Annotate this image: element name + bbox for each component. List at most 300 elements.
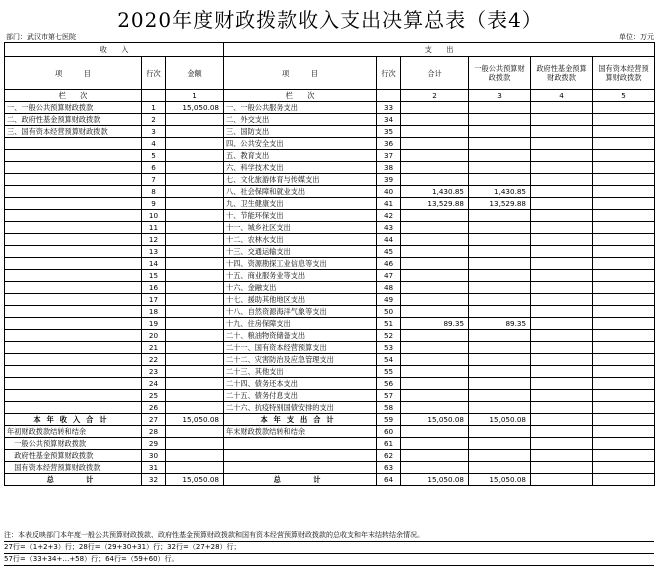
expense-state xyxy=(593,222,655,234)
expense-total xyxy=(401,450,469,462)
expense-fund xyxy=(531,402,593,414)
general-budget-header: 一般公共预算财政拨款 xyxy=(469,57,531,90)
income-line: 26 xyxy=(142,402,166,414)
income-line: 6 xyxy=(142,162,166,174)
expense-line: 43 xyxy=(377,222,401,234)
expense-item: 本年支出合计 xyxy=(224,414,377,426)
expense-total: 15,050.08 xyxy=(401,414,469,426)
income-item xyxy=(5,366,142,378)
expense-fund xyxy=(531,126,593,138)
expense-item: 总 计 xyxy=(224,474,377,486)
expense-total xyxy=(401,138,469,150)
income-line: 32 xyxy=(142,474,166,486)
income-item: 本年收入合计 xyxy=(5,414,142,426)
expense-item xyxy=(224,438,377,450)
income-line: 19 xyxy=(142,318,166,330)
expense-total xyxy=(401,150,469,162)
expense-item: 六、科学技术支出 xyxy=(224,162,377,174)
income-amount xyxy=(166,378,224,390)
table-row xyxy=(5,366,655,378)
income-amount xyxy=(166,342,224,354)
income-item xyxy=(5,306,142,318)
expense-item: 一、一般公共服务支出 xyxy=(224,102,377,114)
income-amount xyxy=(166,330,224,342)
expense-state xyxy=(593,450,655,462)
income-item: 一般公共预算财政拨款 xyxy=(5,438,142,450)
income-item xyxy=(5,210,142,222)
expense-fund xyxy=(531,150,593,162)
expense-general xyxy=(469,306,531,318)
expense-state xyxy=(593,306,655,318)
expense-total xyxy=(401,114,469,126)
expense-general xyxy=(469,210,531,222)
income-amount xyxy=(166,390,224,402)
expense-general: 15,050.08 xyxy=(469,414,531,426)
expense-general xyxy=(469,246,531,258)
expense-line: 37 xyxy=(377,150,401,162)
expense-item xyxy=(224,462,377,474)
expense-fund xyxy=(531,390,593,402)
income-item: 总 计 xyxy=(5,474,142,486)
income-line: 31 xyxy=(142,462,166,474)
expense-state xyxy=(593,210,655,222)
expense-line: 57 xyxy=(377,390,401,402)
income-item xyxy=(5,402,142,414)
expense-general xyxy=(469,438,531,450)
expense-fund xyxy=(531,306,593,318)
table-row xyxy=(5,174,655,186)
income-line-header: 行次 xyxy=(142,57,166,90)
income-line: 1 xyxy=(142,102,166,114)
income-item xyxy=(5,198,142,210)
expense-line: 34 xyxy=(377,114,401,126)
income-item xyxy=(5,258,142,270)
column-number: 3 xyxy=(469,90,531,102)
expense-state xyxy=(593,366,655,378)
expense-state xyxy=(593,390,655,402)
expense-total: 89.35 xyxy=(401,318,469,330)
income-item xyxy=(5,234,142,246)
expense-general xyxy=(469,462,531,474)
income-line: 20 xyxy=(142,330,166,342)
expense-state xyxy=(593,474,655,486)
income-amount xyxy=(166,294,224,306)
income-item xyxy=(5,378,142,390)
expense-total: 15,050.08 xyxy=(401,474,469,486)
page-title: 2020年度财政拨款收入支出决算总表（表4） xyxy=(117,8,543,32)
expense-total xyxy=(401,174,469,186)
expense-total xyxy=(401,258,469,270)
note-line: 注：本表反映部门本年度一般公共预算财政拨款、政府性基金预算财政拨款和国有资本经营预算财政拨款的总收支和年末结转结余情况。 xyxy=(4,530,654,542)
income-line: 17 xyxy=(142,294,166,306)
table-row xyxy=(5,186,655,198)
expense-line: 40 xyxy=(377,186,401,198)
expense-line: 41 xyxy=(377,198,401,210)
expense-line: 48 xyxy=(377,282,401,294)
expense-general xyxy=(469,450,531,462)
expense-fund xyxy=(531,186,593,198)
expense-total xyxy=(401,366,469,378)
expense-item: 十三、交通运输支出 xyxy=(224,246,377,258)
expense-general xyxy=(469,114,531,126)
expense-line: 39 xyxy=(377,174,401,186)
expense-state xyxy=(593,426,655,438)
expense-general: 15,050.08 xyxy=(469,474,531,486)
income-amount xyxy=(166,318,224,330)
income-item xyxy=(5,294,142,306)
income-amount xyxy=(166,234,224,246)
expense-line: 52 xyxy=(377,330,401,342)
table-row xyxy=(5,138,655,150)
column-label: 栏 次 xyxy=(5,90,142,102)
expense-item xyxy=(224,450,377,462)
expense-item: 二十四、债务还本支出 xyxy=(224,378,377,390)
column-number: 1 xyxy=(166,90,224,102)
income-line: 25 xyxy=(142,390,166,402)
expense-total xyxy=(401,354,469,366)
expense-line: 64 xyxy=(377,474,401,486)
income-line: 24 xyxy=(142,378,166,390)
expense-total xyxy=(401,126,469,138)
expense-item: 十六、金融支出 xyxy=(224,282,377,294)
table-row xyxy=(5,390,655,402)
expense-state xyxy=(593,258,655,270)
income-amount: 15,050.08 xyxy=(166,474,224,486)
expense-fund xyxy=(531,138,593,150)
income-amount: 15,050.08 xyxy=(166,414,224,426)
income-line: 8 xyxy=(142,186,166,198)
income-line: 15 xyxy=(142,270,166,282)
expense-general xyxy=(469,126,531,138)
income-item xyxy=(5,162,142,174)
expense-item: 二十六、抗疫特别国债安排的支出 xyxy=(224,402,377,414)
income-item: 年初财政拨款结转和结余 xyxy=(5,426,142,438)
expense-state xyxy=(593,162,655,174)
income-line: 7 xyxy=(142,174,166,186)
table-row xyxy=(5,222,655,234)
expense-general xyxy=(469,222,531,234)
expense-state xyxy=(593,318,655,330)
income-amount xyxy=(166,186,224,198)
income-line: 5 xyxy=(142,150,166,162)
table-row xyxy=(5,114,655,126)
income-line: 23 xyxy=(142,366,166,378)
expense-item: 十九、住房保障支出 xyxy=(224,318,377,330)
expense-fund xyxy=(531,474,593,486)
income-line: 14 xyxy=(142,258,166,270)
expense-item: 七、文化旅游体育与传媒支出 xyxy=(224,174,377,186)
expense-general xyxy=(469,258,531,270)
table-row xyxy=(5,414,655,426)
table-row xyxy=(5,306,655,318)
income-item xyxy=(5,150,142,162)
expense-fund xyxy=(531,378,593,390)
expense-item: 十四、资源勘探工业信息等支出 xyxy=(224,258,377,270)
column-number: 2 xyxy=(401,90,469,102)
expense-item: 二十一、国有资本经营预算支出 xyxy=(224,342,377,354)
income-item xyxy=(5,318,142,330)
expense-general xyxy=(469,402,531,414)
expense-total xyxy=(401,282,469,294)
table-row xyxy=(5,102,655,114)
expense-item-header: 项 目 xyxy=(224,57,377,90)
column-number: 5 xyxy=(593,90,655,102)
expense-general xyxy=(469,234,531,246)
notes xyxy=(4,530,654,566)
expense-fund xyxy=(531,234,593,246)
expense-state xyxy=(593,414,655,426)
income-item: 二、政府性基金预算财政拨款 xyxy=(5,114,142,126)
expense-fund xyxy=(531,246,593,258)
expense-general: 89.35 xyxy=(469,318,531,330)
expense-item: 九、卫生健康支出 xyxy=(224,198,377,210)
expense-fund xyxy=(531,282,593,294)
expense-item: 年末财政拨款结转和结余 xyxy=(224,426,377,438)
expense-line: 38 xyxy=(377,162,401,174)
table-row xyxy=(5,342,655,354)
expense-item: 五、教育支出 xyxy=(224,150,377,162)
expense-state xyxy=(593,282,655,294)
expense-state xyxy=(593,102,655,114)
expense-state xyxy=(593,234,655,246)
expense-item: 四、公共安全支出 xyxy=(224,138,377,150)
expense-general xyxy=(469,330,531,342)
income-line: 29 xyxy=(142,438,166,450)
department-label: 部门：武汉市第七医院 xyxy=(6,33,76,41)
income-amount xyxy=(166,210,224,222)
expense-fund xyxy=(531,414,593,426)
expense-item: 二十、粮油物资储备支出 xyxy=(224,330,377,342)
expense-state xyxy=(593,138,655,150)
income-line: 30 xyxy=(142,450,166,462)
expense-general xyxy=(469,354,531,366)
income-item xyxy=(5,342,142,354)
income-line: 10 xyxy=(142,210,166,222)
income-item xyxy=(5,282,142,294)
income-amount xyxy=(166,162,224,174)
expense-fund xyxy=(531,162,593,174)
expense-line: 56 xyxy=(377,378,401,390)
expense-item: 二十二、灾害防治及应急管理支出 xyxy=(224,354,377,366)
expense-fund xyxy=(531,318,593,330)
expense-fund xyxy=(531,366,593,378)
fund-budget-header: 政府性基金预算财政拨款 xyxy=(531,57,593,90)
expense-total xyxy=(401,234,469,246)
expense-state xyxy=(593,402,655,414)
income-line: 3 xyxy=(142,126,166,138)
expense-item: 十、节能环保支出 xyxy=(224,210,377,222)
income-item xyxy=(5,174,142,186)
expense-total xyxy=(401,210,469,222)
expense-line: 61 xyxy=(377,438,401,450)
expense-general xyxy=(469,282,531,294)
income-amount: 15,050.08 xyxy=(166,102,224,114)
expense-total xyxy=(401,102,469,114)
income-amount xyxy=(166,282,224,294)
expense-line: 58 xyxy=(377,402,401,414)
expense-fund xyxy=(531,426,593,438)
expense-line: 51 xyxy=(377,318,401,330)
expense-item: 十八、自然资源海洋气象等支出 xyxy=(224,306,377,318)
expense-state xyxy=(593,438,655,450)
income-amount xyxy=(166,438,224,450)
income-item xyxy=(5,246,142,258)
expense-line: 44 xyxy=(377,234,401,246)
income-item: 国有资本经营预算财政拨款 xyxy=(5,462,142,474)
expense-total xyxy=(401,462,469,474)
income-line: 28 xyxy=(142,426,166,438)
expense-line: 36 xyxy=(377,138,401,150)
expense-general xyxy=(469,378,531,390)
note-line: 27行=（1+2+3）行；28行=（29+30+31）行；32行=（27+28）行； xyxy=(4,542,654,554)
expense-fund xyxy=(531,114,593,126)
income-amount xyxy=(166,462,224,474)
table-row xyxy=(5,234,655,246)
unit-label: 单位：万元 xyxy=(619,33,654,41)
income-line: 9 xyxy=(142,198,166,210)
expense-total xyxy=(401,162,469,174)
table-row xyxy=(5,150,655,162)
income-line: 2 xyxy=(142,114,166,126)
table-row xyxy=(5,426,655,438)
expense-line: 45 xyxy=(377,246,401,258)
expense-fund xyxy=(531,102,593,114)
expense-line: 49 xyxy=(377,294,401,306)
income-item xyxy=(5,270,142,282)
expense-state xyxy=(593,378,655,390)
income-amount xyxy=(166,270,224,282)
income-item xyxy=(5,222,142,234)
expense-total xyxy=(401,342,469,354)
income-amount xyxy=(166,138,224,150)
income-item xyxy=(5,330,142,342)
income-amount xyxy=(166,198,224,210)
table-row xyxy=(5,126,655,138)
expense-state xyxy=(593,342,655,354)
expense-fund xyxy=(531,450,593,462)
expense-line: 62 xyxy=(377,450,401,462)
expense-fund xyxy=(531,462,593,474)
expense-general xyxy=(469,174,531,186)
expense-item: 十二、农林水支出 xyxy=(224,234,377,246)
income-line: 11 xyxy=(142,222,166,234)
expense-fund xyxy=(531,258,593,270)
expense-general xyxy=(469,270,531,282)
table-row xyxy=(5,270,655,282)
expense-line: 50 xyxy=(377,306,401,318)
table-row xyxy=(5,210,655,222)
expense-state xyxy=(593,462,655,474)
table-row xyxy=(5,402,655,414)
expense-total xyxy=(401,390,469,402)
income-item-header: 项 目 xyxy=(5,57,142,90)
expense-fund xyxy=(531,198,593,210)
table-row xyxy=(5,438,655,450)
expense-item: 三、国防支出 xyxy=(224,126,377,138)
income-header: 收 入 xyxy=(5,43,224,57)
expense-total xyxy=(401,306,469,318)
expense-total xyxy=(401,402,469,414)
column-label: 栏 次 xyxy=(224,90,377,102)
expense-line: 55 xyxy=(377,366,401,378)
income-line: 21 xyxy=(142,342,166,354)
expense-general xyxy=(469,426,531,438)
expense-general xyxy=(469,102,531,114)
table-row xyxy=(5,246,655,258)
expense-total: 1,430.85 xyxy=(401,186,469,198)
expense-fund xyxy=(531,438,593,450)
income-amount xyxy=(166,306,224,318)
expense-item: 二、外交支出 xyxy=(224,114,377,126)
expense-state xyxy=(593,330,655,342)
table-row xyxy=(5,318,655,330)
income-line: 4 xyxy=(142,138,166,150)
income-line: 12 xyxy=(142,234,166,246)
state-capital-header: 国有资本经营预算财政拨款 xyxy=(593,57,655,90)
income-amount xyxy=(166,126,224,138)
expense-item: 二十三、其他支出 xyxy=(224,366,377,378)
expense-fund xyxy=(531,174,593,186)
income-amount xyxy=(166,366,224,378)
expense-fund xyxy=(531,210,593,222)
expense-total xyxy=(401,294,469,306)
expense-total: 13,529.88 xyxy=(401,198,469,210)
expense-general: 13,529.88 xyxy=(469,198,531,210)
table-row xyxy=(5,450,655,462)
expense-general xyxy=(469,162,531,174)
table-row xyxy=(5,162,655,174)
income-item xyxy=(5,186,142,198)
table-row xyxy=(5,294,655,306)
expense-general xyxy=(469,390,531,402)
expense-general xyxy=(469,138,531,150)
expense-fund xyxy=(531,270,593,282)
column-number: 4 xyxy=(531,90,593,102)
expense-fund xyxy=(531,330,593,342)
income-amount xyxy=(166,354,224,366)
income-line: 27 xyxy=(142,414,166,426)
expense-fund xyxy=(531,294,593,306)
expense-general xyxy=(469,150,531,162)
income-line: 22 xyxy=(142,354,166,366)
income-item: 三、国有资本经营预算财政拨款 xyxy=(5,126,142,138)
table-row xyxy=(5,378,655,390)
income-item: 一、一般公共预算财政拨款 xyxy=(5,102,142,114)
expense-line: 35 xyxy=(377,126,401,138)
expense-state xyxy=(593,174,655,186)
expense-item: 二十五、债务付息支出 xyxy=(224,390,377,402)
expense-total xyxy=(401,246,469,258)
income-item: 政府性基金预算财政拨款 xyxy=(5,450,142,462)
total-header: 合计 xyxy=(401,57,469,90)
income-item xyxy=(5,138,142,150)
expense-state xyxy=(593,198,655,210)
expense-general xyxy=(469,294,531,306)
expense-fund xyxy=(531,222,593,234)
note-line: 57行=（33+34+…+58）行；64行=（59+60）行。 xyxy=(4,554,654,566)
expense-state xyxy=(593,186,655,198)
expense-line: 46 xyxy=(377,258,401,270)
expense-total xyxy=(401,378,469,390)
income-amount xyxy=(166,426,224,438)
income-line: 18 xyxy=(142,306,166,318)
table-row xyxy=(5,258,655,270)
expense-total xyxy=(401,438,469,450)
expense-line: 54 xyxy=(377,354,401,366)
income-amount xyxy=(166,402,224,414)
table-row xyxy=(5,474,655,486)
budget-table xyxy=(4,42,655,486)
